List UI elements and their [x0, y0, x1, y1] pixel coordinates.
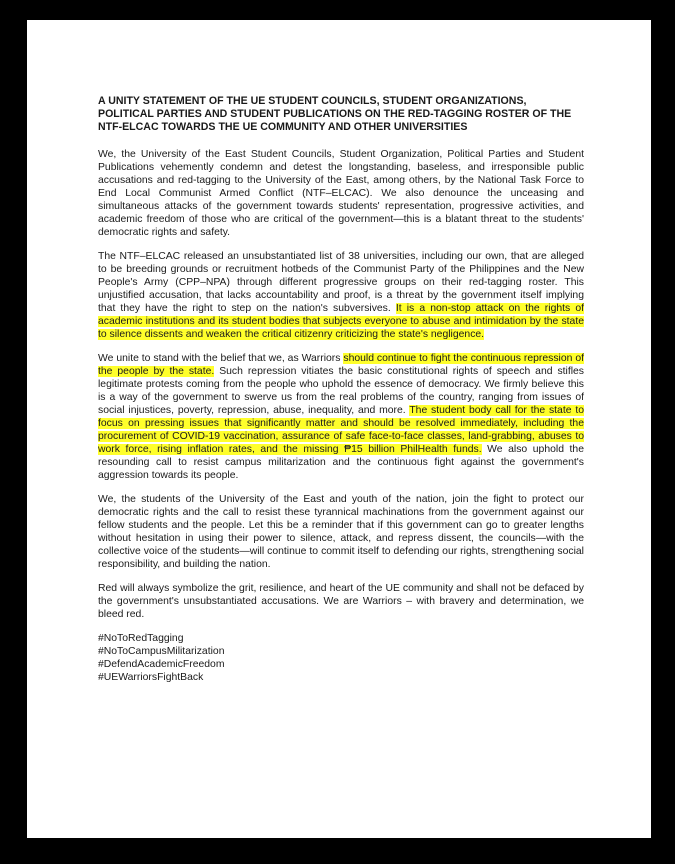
document-page: [27, 20, 651, 838]
paragraph-3-text-b: Such repression vitiates the basic constitutional rights of speech and stifles legitimate protests coming from the people who uphold the essence of democracy. We firmly believe this is a way of the government to swerve us from the real problems of the country, ranging from issues of social injustices, poverty, repression, abuse, inequality, and more.: [98, 366, 585, 416]
paragraph-4: We, the students of the University of the East and youth of the nation, join the fight to protect our democratic rights and the call to resist these tyrannical machinations from the government against our fellow students and the people. Let this be a reminder that if this government can go to greater lengths without hesitation in using their power to silence, attack, and repress dissent, the councils—with the collective voice of the students—will continue to commit itself to defending our rights, strengthening social responsibility, and building the nation.: [98, 494, 584, 570]
paragraph-3-highlight-2: The student body call for the state to focus on pressing issues that significantly matter and should be resolved immediately, including the procurement of COVID-19 vaccination, assurance of safe face-to-face classes, land-grabbing, abuses to work force, rising inflation rates, and the missing ₱15 billion PhilHealth funds.: [98, 405, 584, 455]
hashtag: #DefendAcademicFreedom: [98, 659, 225, 670]
paragraph-3: [98, 352, 584, 482]
paragraph-2-text: The NTF–ELCAC released an unsubstantiated list of 38 universities, including our own, that are alleged to be breeding grounds or recruitment hotbeds of the Communist Party of the Philippines and the New People's Army (CPP–NPA) through different progressive groups on their red-tagging roster. This unjustified accusation, that lacks accountability and proof, is a threat by the government itself implying that they have the right to step on the nation's subversives.: [98, 251, 584, 314]
paragraph-2-highlight: It is a non-stop attack on the rights of academic institutions and its student bodies that subjects everyone to abuse and intimidation by the state to silence dissents and weaken the critical citizenry criticizing the state's negligence.: [98, 303, 584, 340]
hashtag: #NoToRedTagging: [98, 633, 184, 644]
document-title: A UNITY STATEMENT OF THE UE STUDENT COUNCILS, STUDENT ORGANIZATIONS, POLITICAL PARTIES AND STUDENT PUBLICATIONS ON THE RED-TAGGING ROSTER OF THE NTF-ELCAC TOWARDS THE UE COMMUNITY AND OTHER UNIVERSITIES: [98, 95, 572, 133]
paragraph-3-text-c: We also uphold the resounding call to resist campus militarization and the continuous fight against the government's aggression towards its people.: [98, 444, 584, 481]
paragraph-3-text-a: We unite to stand with the belief that we, as Warriors: [98, 353, 344, 364]
hashtag: #UEWarriorsFightBack: [98, 672, 204, 683]
hashtag-list: [98, 632, 584, 684]
paragraph-5: Red will always symbolize the grit, resilience, and heart of the UE community and shall not be defaced by the government's unsubstantiated accusations. We are Warriors – with bravery and determination, we bleed red.: [98, 583, 584, 620]
paragraph-3-highlight-1: should continue to fight the continuous repression of the people by the state.: [98, 353, 584, 377]
paragraph-1: We, the University of the East Student Councils, Student Organization, Political Parties and Student Publications vehemently condemn and detest the longstanding, baseless, and irresponsible public accusations and red-tagging to the University of the East, among others, by the National Task Force to End Local Communist Armed Conflict (NTF–ELCAC). We also denounce the unceasing and simultaneous attacks of the government towards students' representation, progressive activities, and academic freedom of those who are critical of the government—this is a blatant threat to the students' democratic rights and safety.: [98, 149, 584, 238]
paragraph-2: [98, 250, 584, 341]
hashtag: #NoToCampusMilitarization: [98, 646, 225, 657]
